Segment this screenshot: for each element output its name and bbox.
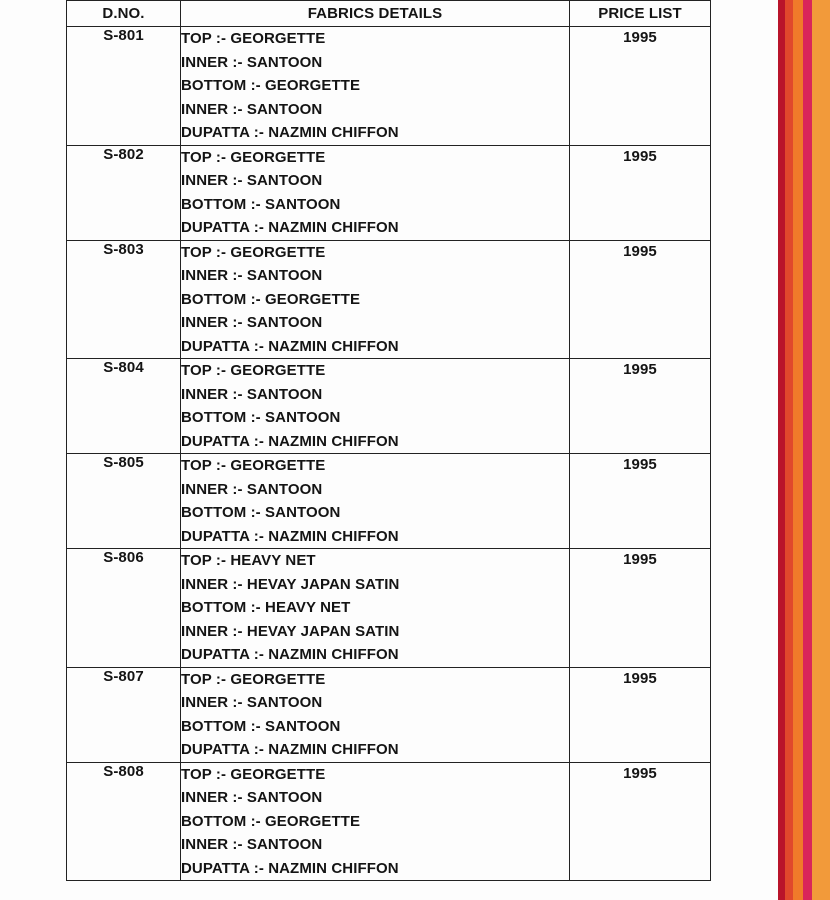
fabric-line: INNER :- SANTOON xyxy=(181,172,323,189)
price-cell xyxy=(570,762,711,881)
fabric-line: BOTTOM :- GEORGETTE xyxy=(181,812,361,830)
fabric-line: INNER :- SANTOON xyxy=(181,836,323,853)
fabric-line: DUPATTA :- NAZMIN CHIFFON xyxy=(181,337,399,355)
fabric-line: TOP :- GEORGETTE xyxy=(181,148,326,166)
price-cell xyxy=(570,454,711,549)
fabric-line: TOP :- GEORGETTE xyxy=(181,30,326,47)
table-row xyxy=(67,454,711,549)
header-price-list: PRICE LIST xyxy=(570,1,711,27)
fabrics-details xyxy=(181,145,570,240)
fabric-line: BOTTOM :- GEORGETTE xyxy=(181,290,361,308)
fabric-line: INNER :- SANTOON xyxy=(181,694,323,711)
design-number: S-802 xyxy=(67,145,181,240)
stripe-pink xyxy=(803,0,812,900)
decorative-border-stripes xyxy=(778,0,830,900)
table-row xyxy=(67,359,711,454)
fabric-line: TOP :- GEORGETTE xyxy=(181,670,326,688)
stripe-red xyxy=(778,0,785,900)
fabric-line: INNER :- SANTOON xyxy=(181,267,323,284)
table-row xyxy=(67,145,711,240)
fabric-line: BOTTOM :- SANTOON xyxy=(181,504,341,521)
price-value: 1995 xyxy=(623,764,657,782)
fabric-line: TOP :- GEORGETTE xyxy=(181,243,326,261)
fabric-line: BOTTOM :- HEAVY NET xyxy=(181,599,351,616)
fabric-line: DUPATTA :- NAZMIN CHIFFON xyxy=(181,859,399,877)
price-cell xyxy=(570,667,711,762)
fabric-line: INNER :- HEVAY JAPAN SATIN xyxy=(181,622,400,640)
table-row xyxy=(67,762,711,881)
fabric-line: INNER :- HEVAY JAPAN SATIN xyxy=(181,575,400,593)
price-value: 1995 xyxy=(623,551,657,568)
table-row xyxy=(67,240,711,359)
price-cell xyxy=(570,145,711,240)
fabric-line: INNER :- SANTOON xyxy=(181,314,323,331)
fabrics-details xyxy=(181,27,570,146)
fabric-line: BOTTOM :- SANTOON xyxy=(181,717,341,735)
fabric-line: DUPATTA :- NAZMIN CHIFFON xyxy=(181,741,399,758)
fabric-line: TOP :- GEORGETTE xyxy=(181,362,326,379)
price-value: 1995 xyxy=(623,242,657,260)
fabric-line: INNER :- SANTOON xyxy=(181,789,323,806)
fabrics-details xyxy=(181,359,570,454)
fabric-line: INNER :- SANTOON xyxy=(181,100,323,118)
fabric-line: BOTTOM :- SANTOON xyxy=(181,409,341,426)
fabric-line: INNER :- SANTOON xyxy=(181,480,323,498)
fabrics-details xyxy=(181,240,570,359)
design-number: S-805 xyxy=(67,454,181,549)
price-value: 1995 xyxy=(623,456,657,473)
table-row xyxy=(67,549,711,668)
price-cell xyxy=(570,359,711,454)
fabrics-details xyxy=(181,454,570,549)
fabric-line: DUPATTA :- NAZMIN CHIFFON xyxy=(181,219,399,236)
design-number: S-808 xyxy=(67,762,181,881)
fabric-line: DUPATTA :- NAZMIN CHIFFON xyxy=(181,646,399,663)
fabric-line: DUPATTA :- NAZMIN CHIFFON xyxy=(181,527,399,545)
fabric-line: DUPATTA :- NAZMIN CHIFFON xyxy=(181,432,399,450)
stripe-vermilion xyxy=(785,0,793,900)
header-row xyxy=(67,1,711,27)
fabric-line: INNER :- SANTOON xyxy=(181,53,323,71)
fabrics-details xyxy=(181,549,570,668)
fabric-line: DUPATTA :- NAZMIN CHIFFON xyxy=(181,124,399,141)
table-row xyxy=(67,667,711,762)
price-value: 1995 xyxy=(623,361,657,378)
fabric-line: TOP :- HEAVY NET xyxy=(181,552,316,569)
price-value: 1995 xyxy=(623,29,657,46)
design-number: S-801 xyxy=(67,27,181,146)
table-body xyxy=(67,27,711,881)
fabrics-details xyxy=(181,762,570,881)
fabrics-details xyxy=(181,667,570,762)
fabric-line: TOP :- GEORGETTE xyxy=(181,457,326,474)
table-row xyxy=(67,27,711,146)
price-value: 1995 xyxy=(623,147,657,165)
fabric-line: BOTTOM :- GEORGETTE xyxy=(181,77,361,94)
header-dno: D.NO. xyxy=(67,1,181,27)
design-number: S-807 xyxy=(67,667,181,762)
stripe-orange xyxy=(793,0,803,900)
fabric-line: INNER :- SANTOON xyxy=(181,385,323,403)
price-cell xyxy=(570,27,711,146)
header-fabrics-details: FABRICS DETAILS xyxy=(181,1,570,27)
design-number: S-803 xyxy=(67,240,181,359)
price-value: 1995 xyxy=(623,669,657,687)
design-number: S-806 xyxy=(67,549,181,668)
price-list-table xyxy=(66,0,711,881)
price-cell xyxy=(570,240,711,359)
design-number: S-804 xyxy=(67,359,181,454)
fabric-line: TOP :- GEORGETTE xyxy=(181,765,326,783)
fabric-line: BOTTOM :- SANTOON xyxy=(181,195,341,213)
stripe-light-orange xyxy=(812,0,830,900)
price-cell xyxy=(570,549,711,668)
